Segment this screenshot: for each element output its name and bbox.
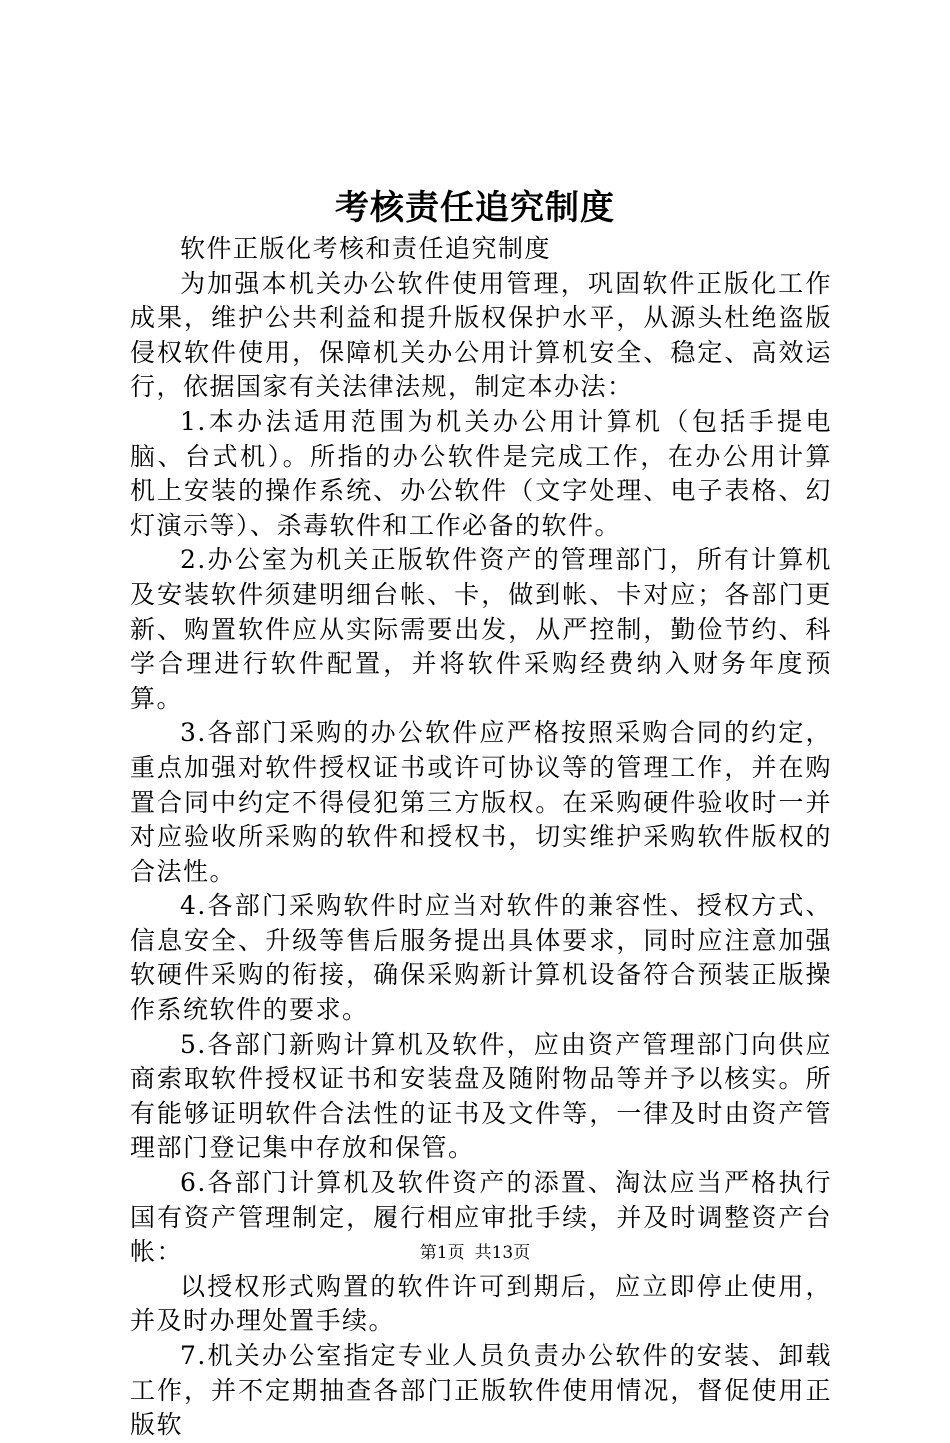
page-number-total: 共13页 [474,1243,531,1263]
clause-3-paragraph: 3.各部门采购的办公软件应严格按照采购合同的约定，重点加强对软件授权证书或许可协议等的管理工作，并在购置合同中约定不得侵犯第三方版权。在采购硬件验收时一并对应验收所采购的软件和授权书，切实维护采购软件版权的合法性。 [130,718,832,886]
clause-1-paragraph: 1.本办法适用范围为机关办公用计算机（包括手提电脑、台式机）。所指的办公软件是完成工作，在办公用计算机上安装的操作系统、办公软件（文字处理、电子表格、幻灯演示等）、杀毒软件和工作必备的软件。 [130,406,832,540]
page-footer [0,1241,950,1265]
clause-7-paragraph: 7.机关办公室指定专业人员负责办公软件的安装、卸载工作，并不定期抽查各部门正版软件使用情况，督促使用正版软 [130,1341,832,1440]
page-number-current: 第1页 [419,1243,465,1263]
clause-6-note-paragraph: 以授权形式购置的软件许可到期后，应立即停止使用，并及时办理处置手续。 [130,1271,832,1336]
clause-6-paragraph: 6.各部门计算机及软件资产的添置、淘汰应当严格执行国有资产管理制定，履行相应审批手续，并及时调整资产台帐： [130,1168,832,1267]
document-title: 考核责任追究制度 [335,188,615,228]
subtitle-paragraph: 软件正版化考核和责任追究制度 [180,234,552,263]
clause-4-paragraph: 4.各部门采购软件时应当对软件的兼容性、授权方式、信息安全、升级等售后服务提出具体要求，同时应注意加强软硬件采购的衔接，确保采购新计算机设备符合预装正版操作系统软件的要求。 [130,891,832,1025]
clause-2-paragraph: 2.办公室为机关正版软件资产的管理部门，所有计算机及安装软件须建明细台帐、卡，做到帐、卡对应；各部门更新、购置软件应从实际需要出发，从严控制，勤俭节约、科学合理进行软件配置，并将软件采购经费纳入财务年度预算。 [130,545,832,713]
intro-paragraph: 为加强本机关办公软件使用管理，巩固软件正版化工作成果，维护公共利益和提升版权保护水平，从源头杜绝盗版侵权软件使用，保障机关办公用计算机安全、稳定、高效运行，依据国家有关法律法规，制定本办法： [130,268,832,402]
clause-5-paragraph: 5.各部门新购计算机及软件，应由资产管理部门向供应商索取软件授权证书和安装盘及随附物品等并予以核实。所有能够证明软件合法性的证书及文件等，一律及时由资产管理部门登记集中存放和保管。 [130,1029,832,1163]
